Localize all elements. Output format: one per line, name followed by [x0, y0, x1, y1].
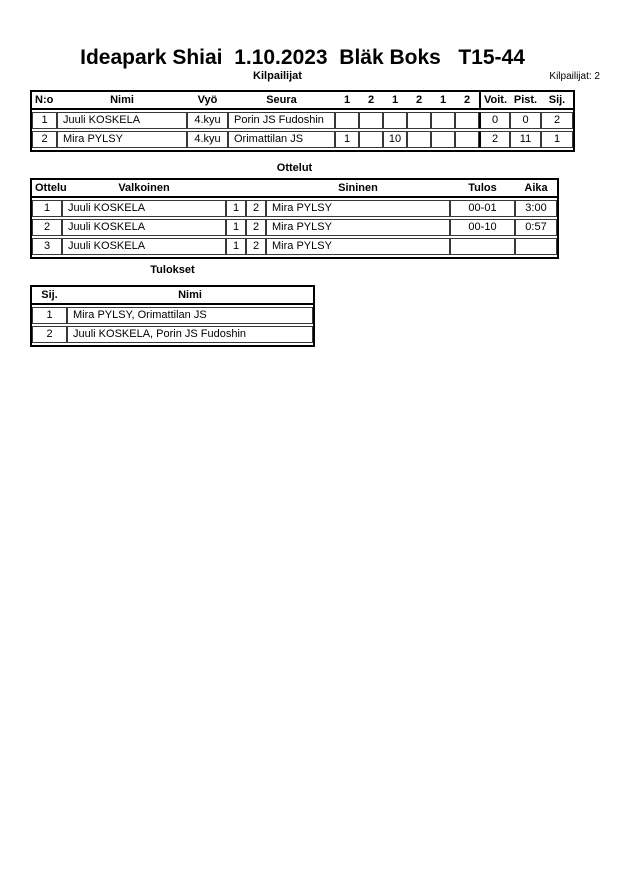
cell-points: 11 [510, 131, 541, 148]
competitor-row [32, 112, 573, 129]
col-header-score-1: 1 [343, 94, 351, 106]
col-header-white-no [226, 180, 246, 196]
matches-heading: Ottelut [276, 162, 313, 174]
cell-white-name: Juuli KOSKELA [62, 238, 226, 255]
result-row [32, 326, 313, 343]
cell-wins: 0 [479, 112, 510, 129]
cell-score [335, 112, 359, 129]
cell-time [515, 238, 557, 255]
col-header-place: Sij. [548, 94, 566, 106]
cell-name: Juuli KOSKELA, Porin JS Fudoshin [67, 326, 313, 343]
cell-result: 00-10 [450, 219, 515, 236]
results-heading: Tulokset [150, 264, 195, 276]
col-header-time: Aika [524, 182, 548, 194]
match-row [32, 238, 557, 255]
cell-wins: 2 [479, 131, 510, 148]
results-table-header [32, 287, 313, 305]
cell-time: 3:00 [515, 200, 557, 217]
cell-club: Porin JS Fudoshin [228, 112, 335, 129]
col-header-club: Seura [266, 94, 297, 106]
cell-score [431, 112, 455, 129]
competitors-table-header [32, 92, 573, 110]
col-header-blue: Sininen [338, 182, 378, 194]
cell-blue-no: 2 [246, 219, 266, 236]
match-row [32, 219, 557, 236]
cell-score [383, 112, 407, 129]
cell-time: 0:57 [515, 219, 557, 236]
cell-club: Orimattilan JS [228, 131, 335, 148]
cell-no: 1 [32, 112, 57, 129]
col-header-wins: Voit. [479, 92, 510, 108]
cell-score [455, 112, 479, 129]
cell-name: Mira PYLSY, Orimattilan JS [67, 307, 313, 324]
cell-points: 0 [510, 112, 541, 129]
cell-white-no: 1 [226, 200, 246, 217]
cell-result: 00-01 [450, 200, 515, 217]
cell-result [450, 238, 515, 255]
cell-match-no: 1 [32, 200, 62, 217]
cell-place: 2 [541, 112, 573, 129]
col-header-name: Nimi [178, 289, 202, 301]
cell-blue-no: 2 [246, 200, 266, 217]
cell-score [407, 112, 431, 129]
match-row [32, 200, 557, 217]
col-header-score-4: 2 [415, 94, 423, 106]
cell-score: 10 [383, 131, 407, 148]
page-title: Ideapark Shiai 1.10.2023 Bläk Boks T15-44 [80, 46, 525, 69]
col-header-points: Pist. [513, 94, 538, 106]
cell-blue-name: Mira PYLSY [266, 200, 450, 217]
matches-table-header [32, 180, 557, 198]
col-header-no: N:o [35, 94, 54, 106]
cell-blue-name: Mira PYLSY [266, 238, 450, 255]
competitors-heading: Kilpailijat [253, 70, 302, 82]
cell-no: 2 [32, 131, 57, 148]
col-header-match: Ottelu [35, 182, 67, 194]
competitors-table [30, 90, 575, 152]
cell-place: 1 [32, 307, 67, 324]
cell-match-no: 3 [32, 238, 62, 255]
cell-white-name: Juuli KOSKELA [62, 200, 226, 217]
cell-place: 1 [541, 131, 573, 148]
col-header-blue-no [246, 180, 266, 196]
cell-white-no: 1 [226, 219, 246, 236]
matches-table [30, 178, 559, 259]
col-header-score-5: 1 [439, 94, 447, 106]
col-header-result: Tulos [468, 182, 497, 194]
col-header-score-2: 2 [367, 94, 375, 106]
competitor-row [32, 131, 573, 148]
cell-score [455, 131, 479, 148]
cell-score: 1 [335, 131, 359, 148]
col-header-white: Valkoinen [118, 182, 170, 194]
cell-score [359, 131, 383, 148]
cell-score [431, 131, 455, 148]
competitors-count: Kilpailijat: 2 [549, 71, 600, 82]
cell-score [407, 131, 431, 148]
cell-blue-name: Mira PYLSY [266, 219, 450, 236]
cell-belt: 4.kyu [187, 112, 228, 129]
col-header-score-3: 1 [391, 94, 399, 106]
cell-name: Juuli KOSKELA [57, 112, 187, 129]
cell-belt: 4.kyu [187, 131, 228, 148]
cell-place: 2 [32, 326, 67, 343]
col-header-place: Sij. [41, 289, 58, 301]
cell-white-no: 1 [226, 238, 246, 255]
col-header-score-6: 2 [463, 94, 471, 106]
result-row [32, 307, 313, 324]
cell-score [359, 112, 383, 129]
cell-blue-no: 2 [246, 238, 266, 255]
cell-white-name: Juuli KOSKELA [62, 219, 226, 236]
results-table [30, 285, 315, 347]
col-header-name: Nimi [110, 94, 134, 106]
cell-match-no: 2 [32, 219, 62, 236]
col-header-belt: Vyö [197, 94, 218, 106]
cell-name: Mira PYLSY [57, 131, 187, 148]
